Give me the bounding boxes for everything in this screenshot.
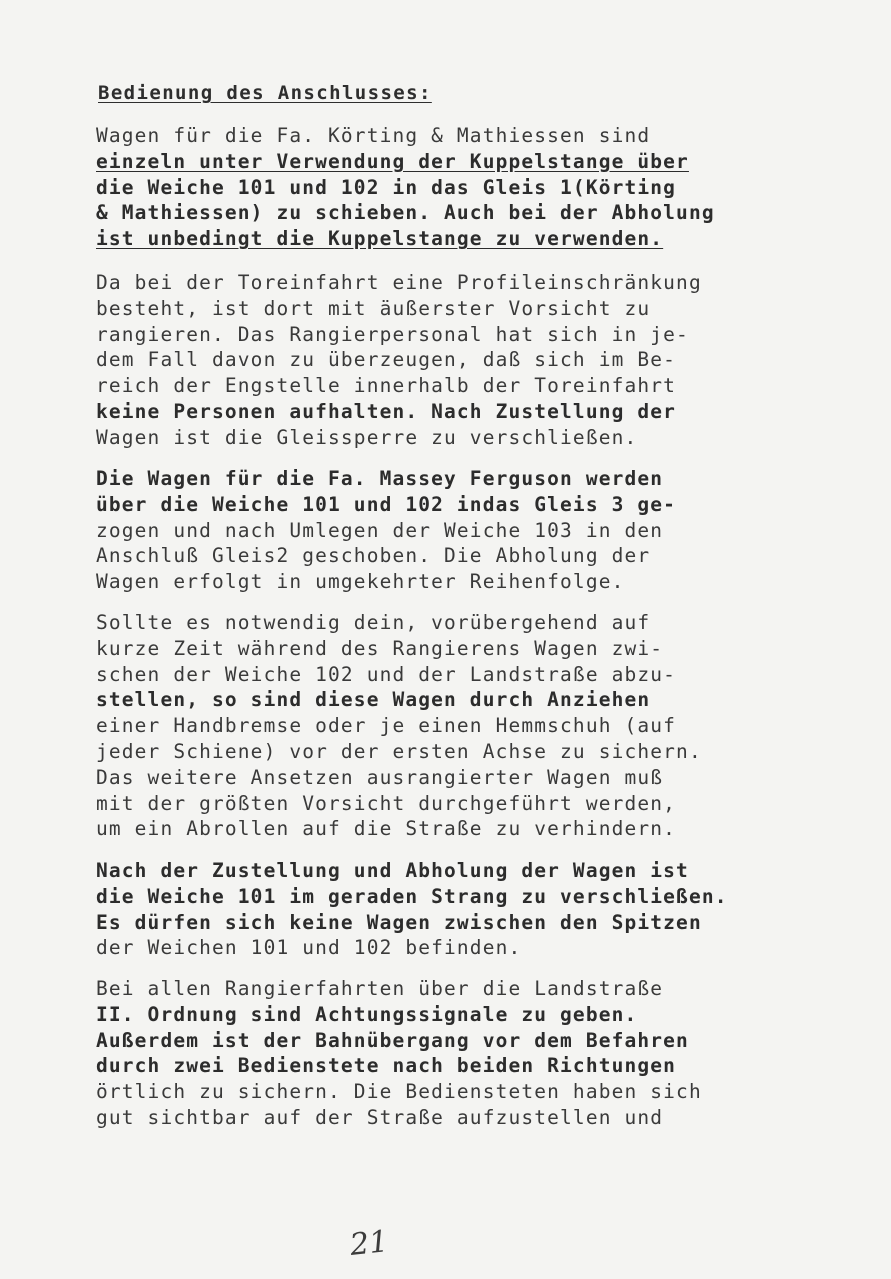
page-number: 21	[348, 1224, 390, 1263]
paragraph-line: dem Fall davon zu überzeugen, daß sich im Be-	[96, 348, 677, 372]
paragraph-line: Außerdem ist der Bahnübergang vor dem Befahren	[96, 1028, 689, 1052]
paragraph-line: zogen und nach Umlegen der Weiche 103 in den	[96, 518, 664, 542]
paragraph-line: reich der Engstelle innerhalb der Toreinfahrt	[96, 374, 677, 398]
paragraph-line: rangieren. Das Rangierpersonal hat sich in je-	[96, 322, 689, 346]
paragraph-line: Wagen ist die Gleissperre zu verschließen.	[96, 425, 638, 449]
paragraph-line: kurze Zeit während des Rangierens Wagen zwi-	[96, 636, 664, 660]
paragraph-line: Das weitere Ansetzen ausrangierter Wagen muß	[96, 765, 664, 789]
paragraph-line: besteht, ist dort mit äußerster Vorsicht zu	[96, 296, 651, 320]
paragraph-line: über die Weiche 101 und 102 indas Gleis 3 ge-	[96, 492, 677, 516]
paragraph-line: gut sichtbar auf der Straße aufzustellen und	[96, 1105, 664, 1129]
paragraph-line: ist unbedingt die Kuppelstange zu verwenden.	[96, 227, 664, 251]
paragraph-line: & Mathiessen) zu schieben. Auch bei der Abholung	[96, 201, 715, 225]
paragraph-line: einer Handbremse oder je einen Hemmschuh (auf	[96, 714, 677, 738]
paragraph-line: die Weiche 101 im geraden Strang zu verschließen.	[96, 884, 728, 908]
paragraph-line: Die Wagen für die Fa. Massey Ferguson werden	[96, 467, 664, 490]
paragraph-line: Bei allen Rangierfahrten über die Landstraße	[96, 977, 664, 1000]
paragraph-line: um ein Abrollen auf die Straße zu verhindern.	[96, 817, 677, 841]
paragraph-line: örtlich zu sichern. Die Bediensteten haben sich	[96, 1080, 702, 1104]
paragraph-line: Wagen für die Fa. Körting & Mathiessen sind	[96, 124, 651, 147]
paragraph-line: die Weiche 101 und 102 in das Gleis 1(Körting	[96, 175, 677, 199]
paragraph-line: der Weichen 101 und 102 befinden.	[96, 936, 522, 960]
paragraph-line: mit der größten Vorsicht durchgeführt werden,	[96, 791, 677, 815]
paragraph-line: schen der Weiche 102 und der Landstraße abzu-	[96, 662, 677, 686]
paragraph-6	[96, 976, 856, 1131]
paragraph-line: Es dürfen sich keine Wagen zwischen den Spitzen	[96, 910, 702, 934]
paragraph-line: einzeln unter Verwendung der Kuppelstange über	[96, 149, 689, 173]
paragraph-line: Sollte es notwendig dein, vorübergehend auf	[96, 611, 651, 634]
paragraph-5	[96, 858, 856, 961]
paragraph-line: keine Personen aufhalten. Nach Zustellung der	[96, 399, 677, 423]
paragraph-line: jeder Schiene) vor der ersten Achse zu sichern.	[96, 739, 702, 763]
paragraph-line: Da bei der Toreinfahrt eine Profileinschränkung	[96, 271, 702, 294]
paragraph-line: Nach der Zustellung und Abholung der Wagen ist	[96, 859, 689, 882]
paragraph-4	[96, 610, 856, 842]
paragraph-line: II. Ordnung sind Achtungssignale zu geben.	[96, 1002, 638, 1026]
paragraph-2	[96, 270, 856, 451]
paragraph-line: stellen, so sind diese Wagen durch Anziehen	[96, 688, 651, 712]
section-heading: Bedienung des Anschlusses:	[98, 82, 432, 104]
paragraph-1	[96, 123, 856, 252]
paragraph-line: Wagen erfolgt in umgekehrter Reihenfolge.	[96, 570, 625, 594]
paragraph-line: Anschluß Gleis2 geschoben. Die Abholung der	[96, 544, 651, 568]
paragraph-3	[96, 466, 856, 595]
paragraph-line: durch zwei Bedienstete nach beiden Richtungen	[96, 1054, 677, 1078]
